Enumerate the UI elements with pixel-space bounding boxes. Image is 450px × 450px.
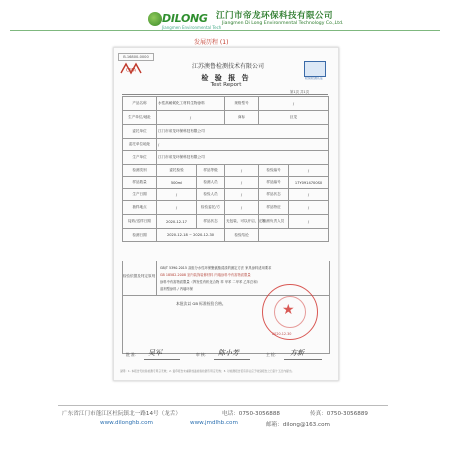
standard-label: 检验依据及判定原则 bbox=[122, 274, 156, 278]
footer-address: 广东省江门市蓬江区杜阮镇北一路14号（龙舌） bbox=[62, 411, 181, 417]
reviewer-label: 审 核： bbox=[196, 352, 209, 357]
inspector-label: 主 检： bbox=[266, 352, 279, 357]
table-row bbox=[123, 125, 329, 139]
cma-text: CMA bbox=[125, 68, 137, 74]
header-divider bbox=[10, 30, 440, 31]
table-cell: 500ml bbox=[157, 177, 197, 189]
approver-label: 批 准： bbox=[126, 352, 139, 357]
table-cell: 检测日期 bbox=[123, 229, 157, 242]
table-cell: 江门市帝龙环保科技有限公司 bbox=[157, 125, 329, 139]
table-cell: 检验编号 bbox=[259, 165, 289, 177]
table-cell: 生产单位/地址 bbox=[123, 111, 157, 125]
table-cell: 检测类别 bbox=[123, 165, 157, 177]
report-title-en: Test Report bbox=[210, 82, 242, 88]
table-cell: 检验委托/方 bbox=[197, 201, 225, 215]
table-cell: / bbox=[289, 165, 329, 177]
leaf-icon bbox=[148, 12, 162, 26]
conclusion-text: 本批次以 GB 标准检验合格。 bbox=[176, 301, 226, 306]
standard-divider bbox=[156, 261, 157, 295]
company-name-en: Jiangmen Di Long Environmental Technology Co.,Ltd. bbox=[222, 21, 344, 26]
table-cell: 接收/送样日期 bbox=[123, 215, 157, 229]
table-cell: / bbox=[225, 201, 259, 215]
table-cell: / bbox=[157, 139, 329, 151]
table-cell: 样品特征 bbox=[259, 201, 289, 215]
table-row bbox=[123, 139, 329, 151]
table-cell: 产品名称 bbox=[123, 97, 157, 111]
table-cell: 2020-12-18 ~ 2020-12-30 bbox=[157, 229, 225, 242]
standard-line: GB/T 5390-2015 双组分水性环保聚氨酯清漆的测定方法 家具涂料适用要求 bbox=[160, 266, 272, 270]
brand-name: DILONG bbox=[162, 12, 208, 25]
lab-name: 江苏澳鲁检测技术有限公司 bbox=[191, 63, 264, 70]
table-cell: / bbox=[289, 189, 329, 201]
table-cell: / bbox=[225, 165, 259, 177]
table-cell: 水性高耐候化工材料生物涂料 bbox=[157, 97, 225, 111]
table-cell: 检验人员 bbox=[197, 189, 225, 201]
table-cell: / bbox=[157, 201, 197, 215]
page-number: 第1页 共1页 bbox=[290, 90, 309, 94]
table-cell: 委托单位地址 bbox=[123, 139, 157, 151]
table-cell: 商标 bbox=[225, 111, 259, 125]
table-row bbox=[123, 229, 329, 242]
inspector-signature: 方新 bbox=[290, 349, 304, 357]
table-cell bbox=[259, 229, 329, 242]
approver-signature: 吴军 bbox=[148, 349, 162, 357]
table-row bbox=[123, 177, 329, 189]
table-cell: / bbox=[289, 215, 329, 229]
table-row bbox=[123, 215, 329, 229]
report-table bbox=[122, 96, 329, 242]
table-cell: / bbox=[225, 177, 259, 189]
footer-website-link[interactable]: www.dilonghb.com bbox=[100, 420, 153, 426]
table-cell: / bbox=[259, 97, 329, 111]
footer-email: 邮箱：dilong@163.com bbox=[266, 422, 330, 428]
table-cell: 委托检验 bbox=[157, 165, 197, 177]
stamp-date: 2020.12.30 bbox=[272, 332, 292, 336]
report-title: 检 验 报 告 bbox=[201, 74, 251, 82]
standard-line: GB 18582-2008 室内装饰装修材料 内墙涂料中有害物质限量 bbox=[160, 273, 251, 277]
footer-fax: 传真：0750-3056889 bbox=[310, 411, 368, 417]
table-cell: 抽样地点 bbox=[123, 201, 157, 215]
table-cell: 生产单位 bbox=[123, 151, 157, 165]
footer-phone: 电话：0750-3056888 bbox=[222, 411, 280, 417]
accreditation-badge-icon bbox=[304, 61, 326, 77]
table-cell: 2020-12-17 bbox=[157, 215, 197, 229]
standard-line: 溶剂型涂料 / 内墙环保 bbox=[160, 287, 193, 291]
brand-sub: Jiangmen Environmental Tech bbox=[162, 25, 222, 30]
reviewer-signature: 陈小芳 bbox=[218, 349, 239, 357]
report-sheet bbox=[113, 47, 339, 381]
table-cell: 样品状态 bbox=[259, 189, 289, 201]
table-cell: 样品状态 bbox=[197, 215, 225, 229]
table-cell: 检验结论 bbox=[225, 229, 259, 242]
page-title: 发展历程 (1) bbox=[194, 39, 229, 46]
report-footnote: 说明：1. 本报告无检验检测专用章无效；2. 复印报告未重新加盖检验检测专用章无效；3. 对检测报告若有异议应于收到报告之日起十五日内提出。 bbox=[120, 369, 295, 373]
table-row bbox=[123, 151, 329, 165]
table-cell: 样品等级 bbox=[197, 165, 225, 177]
signature-line bbox=[214, 359, 250, 360]
table-cell: 巨龙 bbox=[259, 111, 329, 125]
table-cell: 17Y0914700S0 bbox=[289, 177, 329, 189]
table-cell: 规格型号 bbox=[225, 97, 259, 111]
badge-caption: 检验检测认证 bbox=[304, 76, 323, 80]
table-cell: 样品数量 bbox=[123, 177, 157, 189]
table-cell: 委托单位 bbox=[123, 125, 157, 139]
footer-website-link[interactable]: www.jmdlhb.com bbox=[190, 420, 238, 426]
table-cell: 生产日期 bbox=[123, 189, 157, 201]
signature-line bbox=[284, 359, 322, 360]
table-cell: / bbox=[157, 111, 225, 125]
official-seal-icon: ★ bbox=[262, 284, 318, 340]
table-cell: 检测负责人员 bbox=[259, 215, 289, 229]
table-cell: / bbox=[289, 201, 329, 215]
company-name-cn: 江门市帝龙环保科技有限公司 bbox=[216, 11, 333, 21]
table-cell: / bbox=[225, 189, 259, 201]
table-cell: 样品编号 bbox=[259, 177, 289, 189]
table-cell: 检测人员 bbox=[197, 177, 225, 189]
table-cell: / bbox=[157, 189, 197, 201]
table-row bbox=[123, 165, 329, 177]
cma-logo-icon bbox=[120, 62, 142, 74]
table-row bbox=[123, 111, 329, 125]
title-rule bbox=[122, 94, 328, 95]
table-cell: 无包装，可以开启，完好 bbox=[225, 215, 259, 229]
footer-divider bbox=[58, 405, 388, 406]
signature-line bbox=[144, 359, 180, 360]
table-cell: 江门市帝龙环保科技有限公司 bbox=[157, 151, 329, 165]
standard-line: 涂料中有害物质限量（挥发性有机化合物 苯 甲苯 二甲苯 乙苯总和） bbox=[160, 280, 260, 284]
table-row bbox=[123, 201, 329, 215]
table-row bbox=[123, 189, 329, 201]
report-code: B.16800-0000 bbox=[118, 53, 154, 61]
table-row bbox=[123, 97, 329, 111]
